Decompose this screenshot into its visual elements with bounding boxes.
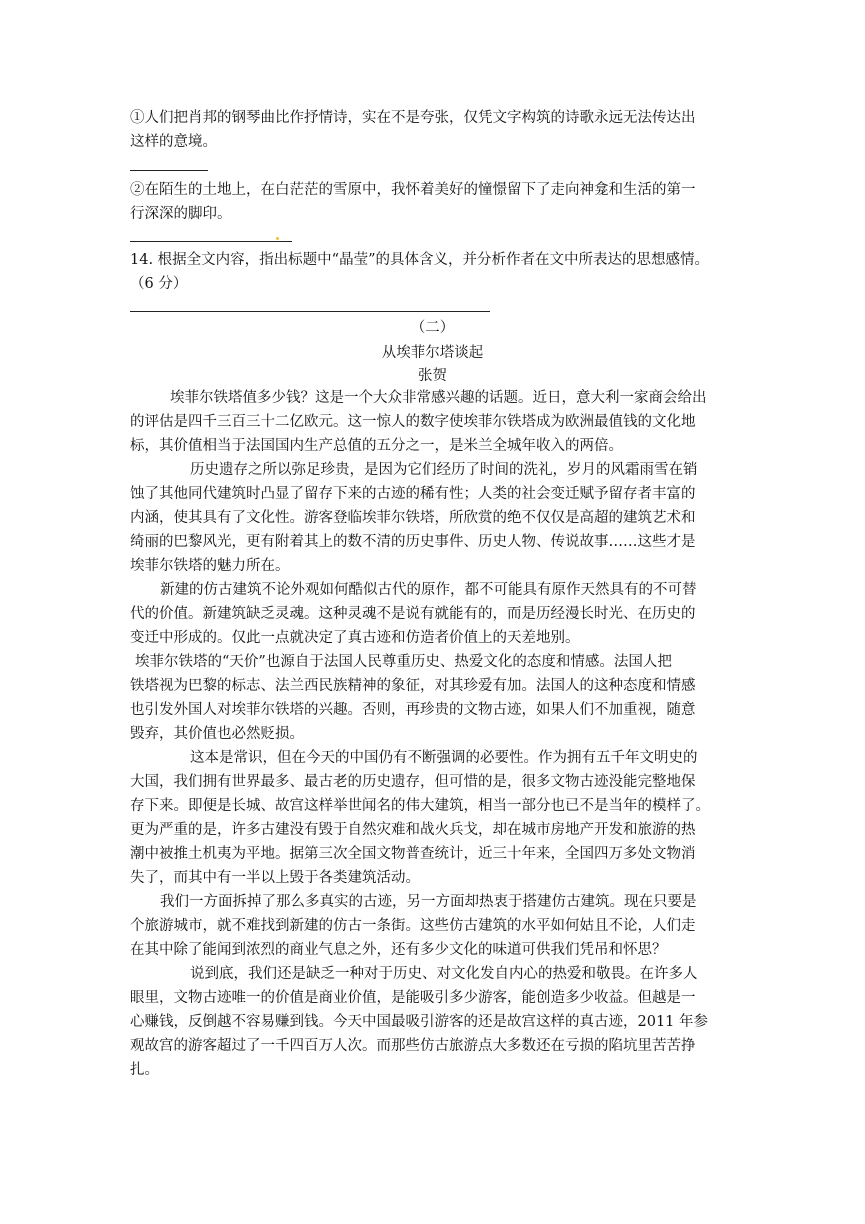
- body-line: 标，其价值相当于法国国内生产总值的五分之一，是米兰全城年收入的两倍。: [130, 438, 623, 454]
- body-line: 埃菲尔铁塔值多少钱？这是一个大众非常感兴趣的话题。近日，意大利一家商会给出: [170, 390, 707, 406]
- body-line: 个旅游城市，就不难找到新建的仿古一条街。这些仿古建筑的水平如何姑且不论，人们走: [130, 918, 696, 934]
- body-line: 这本是常识，但在今天的中国仍有不断强调的必要性。作为拥有五千年文明史的: [190, 750, 698, 766]
- body-line: 代的价值。新建筑缺乏灵魂。这种灵魂不是说有就能有的，而是历经漫长时光、在历史的: [130, 606, 696, 622]
- question-2-line-1: ②在陌生的土地上，在白茫茫的雪原中，我怀着美好的憧憬留下了走向神龛和生活的第一: [130, 182, 696, 198]
- body-line: 毁弃，其价值也必然贬损。: [130, 726, 304, 742]
- body-line: 内涵，使其具有了文化性。游客登临埃菲尔铁塔，所欣赏的绝不仅仅是高超的建筑艺术和: [130, 510, 696, 526]
- body-line: 眼里，文物古迹唯一的价值是商业价值，是能吸引多少游客，能创造多少收益。但越是一: [130, 990, 696, 1006]
- question-14-line-2: （6 分）: [130, 276, 188, 292]
- body-line: 我们一方面拆掉了那么多真实的古迹，另一方面却热衷于搭建仿古建筑。现在只要是: [160, 894, 697, 910]
- body-line: 也引发外国人对埃菲尔铁塔的兴趣。否则，再珍贵的文物古迹，如果人们不加重视，随意: [130, 702, 696, 718]
- article-author: 张贺: [418, 368, 447, 384]
- body-line: 心赚钱，反倒越不容易赚到钱。今天中国最吸引游客的还是故宫这样的真古迹，2011 年参: [130, 1014, 709, 1030]
- body-line: 历史遗存之所以弥足珍贵，是因为它们经历了时间的洗礼，岁月的风霜雨雪在销: [190, 462, 698, 478]
- body-line: 的评估是四千三百三十二亿欧元。这一惊人的数字使埃菲尔铁塔成为欧洲最值钱的文化地: [130, 414, 696, 430]
- answer-line-1: [130, 170, 208, 171]
- question-1-line-2: 这样的意境。: [130, 134, 217, 150]
- question-14-line-1: 14. 根据全文内容，指出标题中“晶莹”的具体含义，并分析作者在文中所表达的思想感情。: [130, 252, 709, 268]
- body-line: 埃菲尔铁塔的“天价”也源自于法国人民尊重历史、热爱文化的态度和情感。法国人把: [135, 654, 672, 670]
- body-line: 说到底，我们还是缺乏一种对于历史、对文化发自内心的热爱和敬畏。在许多人: [190, 966, 698, 982]
- answer-line-2: [130, 241, 292, 242]
- body-line: 扎。: [130, 1062, 159, 1078]
- body-line: 更为严重的是，许多古建没有毁于自然灾难和战火兵戈，却在城市房地产开发和旅游的热: [130, 822, 696, 838]
- article-title: 从埃菲尔塔谈起: [381, 345, 484, 361]
- body-line: 蚀了其他同代建筑时凸显了留存下来的古迹的稀有性；人类的社会变迁赋予留存者丰富的: [130, 486, 696, 502]
- body-line: 变迁中形成的。仅此一点就决定了真古迹和仿造者价值上的天差地别。: [130, 630, 580, 646]
- body-line: 绮丽的巴黎风光，更有附着其上的数不清的历史事件、历史人物、传说故事……这些才是: [130, 534, 696, 550]
- body-line: 埃菲尔铁塔的魅力所在。: [130, 558, 290, 574]
- body-line: 铁塔视为巴黎的标志、法兰西民族精神的象征，对其珍爱有加。法国人的这种态度和情感: [130, 678, 696, 694]
- body-line: 存下来。即便是长城、故宫这样举世闻名的伟大建筑，相当一部分也已不是当年的模样了。: [130, 798, 710, 814]
- body-line: 在其中除了能闻到浓烈的商业气息之外，还有多少文化的味道可供我们凭吊和怀思？: [130, 942, 667, 958]
- question-1-line-1: ①人们把肖邦的钢琴曲比作抒情诗，实在不是夸张，仅凭文字构筑的诗歌永远无法传达出: [130, 110, 696, 126]
- speck-mark: [276, 237, 279, 240]
- body-line: 失了，而其中有一半以上毁于各类建筑活动。: [130, 870, 420, 886]
- question-2-line-2: 行深深的脚印。: [130, 206, 232, 222]
- answer-line-3: [130, 311, 490, 312]
- body-line: 潮中被推土机夷为平地。据第三次全国文物普查统计，近三十年来，全国四万多处文物消: [130, 846, 696, 862]
- section-number: （二）: [410, 320, 455, 336]
- body-line: 新建的仿古建筑不论外观如何酷似古代的原作，都不可能具有原作天然具有的不可替: [160, 582, 697, 598]
- body-line: 大国，我们拥有世界最多、最古老的历史遗存，但可惜的是，很多文物古迹没能完整地保: [130, 774, 696, 790]
- body-line: 观故宫的游客超过了一千四百万人次。而那些仿古旅游点大多数还在亏损的陷坑里苦苦挣: [130, 1038, 696, 1054]
